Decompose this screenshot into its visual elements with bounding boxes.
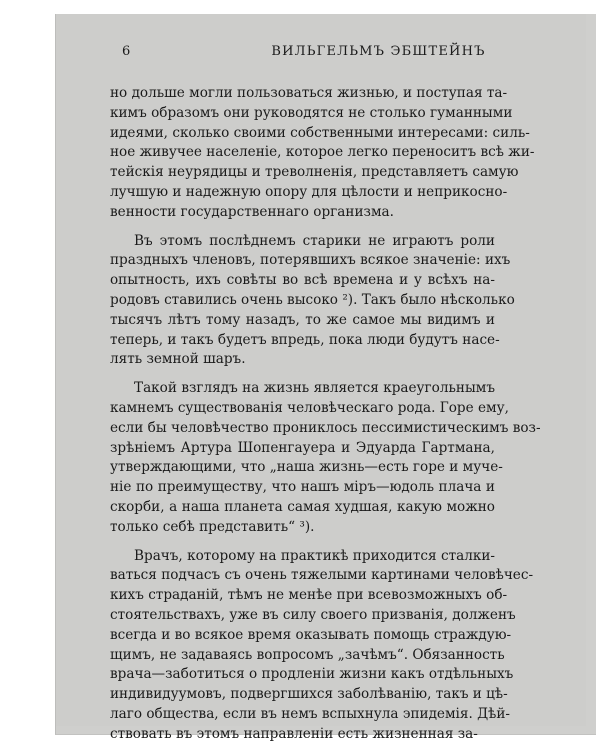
text-line: врача—заботиться о продленіи жизни какъ отдѣльныхъ (110, 666, 514, 683)
text-line: индивидуумовъ, подвергшихся заболѣванію, такъ и цѣ- (110, 686, 508, 703)
paragraph (110, 379, 541, 537)
text-line: всегда и во всякое время оказывать помощь страждую- (110, 626, 512, 643)
paragraph (110, 547, 534, 745)
text-line: родовъ ставились очень высоко ²). Такъ было нѣсколько (110, 291, 515, 308)
text-line: ваться подчасъ съ очень тяжелыми картинами человѣчес- (110, 567, 534, 584)
text-line: лять земной шаръ. (110, 351, 246, 368)
page-number: 6 (122, 44, 131, 59)
text-line: тысячъ лѣтъ тому назадъ, то же самое мы видимъ и (110, 311, 495, 328)
paragraph (110, 232, 515, 371)
body-text (110, 84, 541, 745)
text-line: опытность, ихъ совѣты во всѣ времена и у всѣхъ на- (110, 272, 495, 289)
text-line: камнемъ существованія человѣческаго рода. Горе ему, (110, 399, 509, 416)
text-line: если бы человѣчество прониклось пессимистическимъ воз- (110, 419, 541, 436)
text-line: ное живучее населеніе, которое легко переноситъ всѣ жи- (110, 144, 535, 161)
text-line: лаго общества, если въ немъ вспыхнула эпидемія. Дѣй- (110, 705, 511, 722)
text-line: теперь, и такъ будетъ впредь, пока люди будутъ насе- (110, 331, 500, 348)
text-line: Въ этомъ послѣднемъ старики не играютъ роли (134, 232, 495, 249)
text-line: лучшую и надежную опору для цѣлости и неприкосно- (110, 183, 508, 200)
text-line: утверждающими, что „наша жизнь—есть горе и муче- (110, 459, 503, 476)
text-line: только себѣ представить“ ³). (110, 518, 315, 535)
text-line: но дольше могли пользоваться жизнью, и поступая та- (110, 85, 508, 101)
text-line: ніе по преимуществу, что нашъ міръ—юдоль плача и (110, 479, 495, 496)
paragraph-gap (110, 370, 495, 379)
text-line: кимъ образомъ они руководятся не столько гуманными (110, 104, 513, 121)
paragraph-gap (110, 538, 495, 547)
text-line: щимъ, не задаваясь вопросомъ „зачѣмъ“. Обязанность (110, 646, 505, 663)
text-line: Такой взглядъ на жизнь является краеугольнымъ (134, 380, 495, 397)
text-line: тейскія неурядицы и треволненія, представляетъ самую (110, 164, 519, 181)
running-head: ВИЛЬГЕЛЬМЪ ЭБШТЕЙНЪ (271, 44, 486, 59)
text-line: праздныхъ членовъ, потерявшихъ всякое значеніе: ихъ (110, 252, 511, 269)
text-line: венности государственнаго организма. (110, 203, 394, 220)
text-line: Врачъ, которому на практикѣ приходится сталки- (134, 547, 495, 564)
paragraph-gap (110, 223, 495, 232)
text-line: кихъ страданій, тѣмъ не менѣе при всевозможныхъ об- (110, 587, 508, 604)
text-line: ствовать въ этомъ направленіи есть жизненная за- (110, 725, 478, 742)
text-line: идеями, сколько своими собственными интересами: силь- (110, 124, 530, 141)
text-line: скорби, а наша планета самая худшая, какую можно (110, 498, 495, 515)
text-line: зрѣніемъ Артура Шопенгауера и Эдуарда Гартмана, (110, 439, 495, 456)
text-line: стоятельствахъ, уже въ силу своего призванія, долженъ (110, 606, 516, 623)
paragraph (110, 84, 535, 223)
